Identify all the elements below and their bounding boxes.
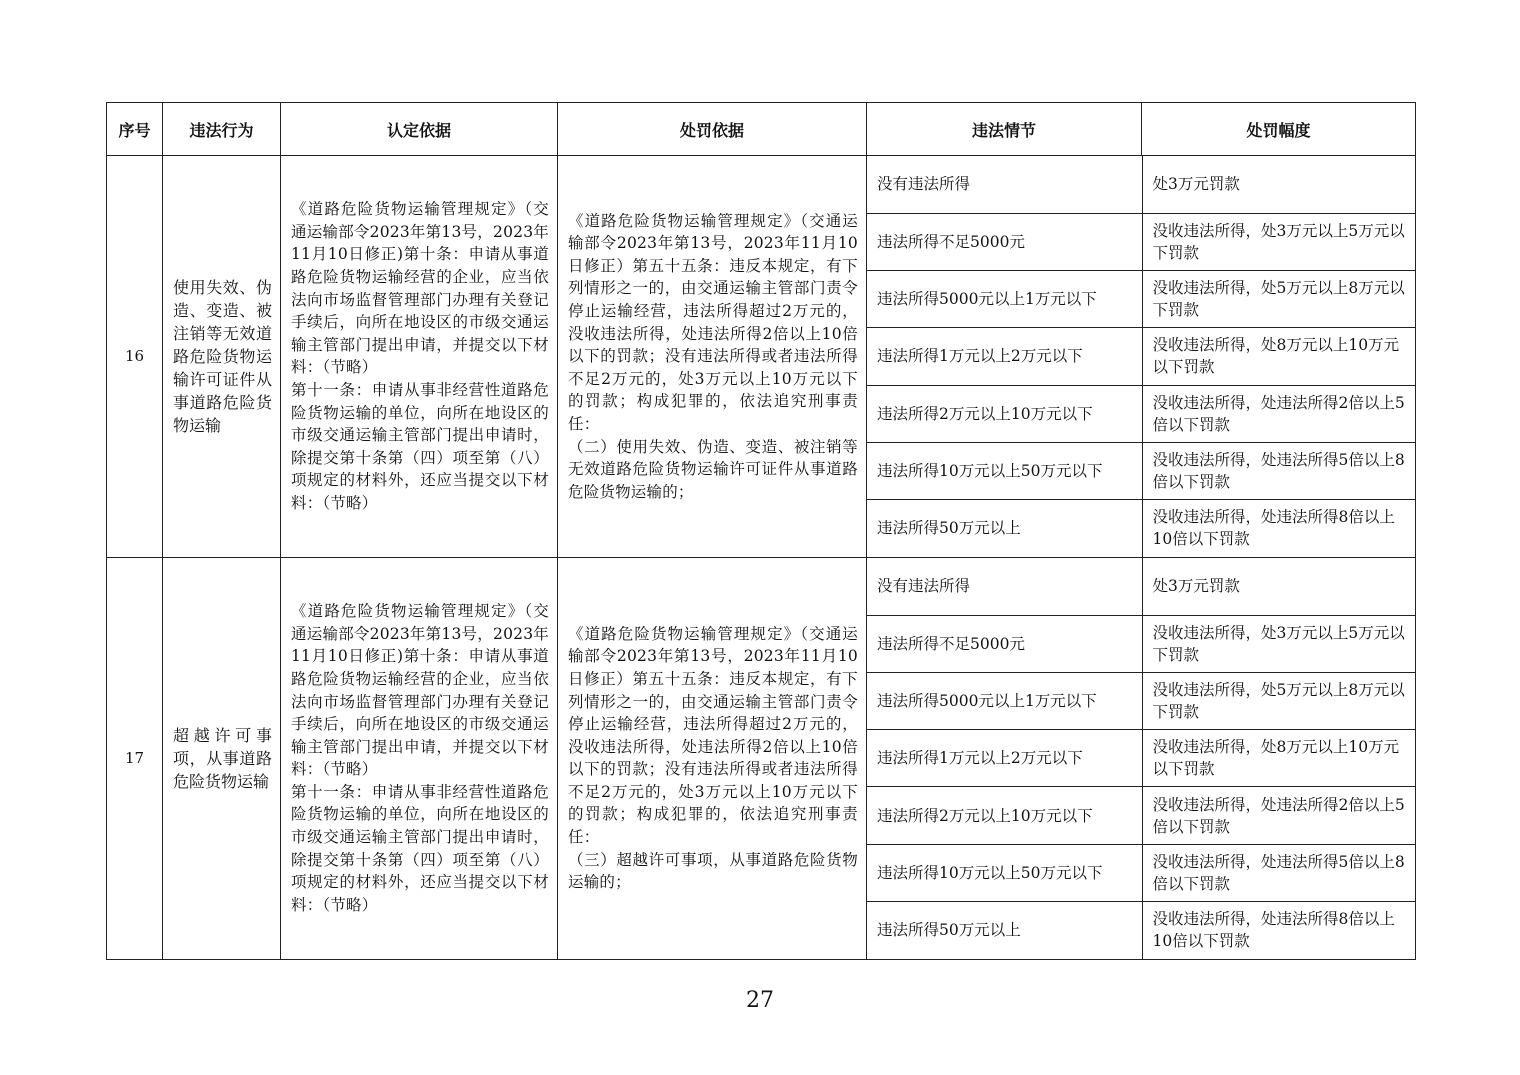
- circumstance-row: [867, 558, 1416, 615]
- circumstance-row: [867, 156, 1416, 213]
- row-recognition: [281, 156, 558, 558]
- circumstance-range: 没收违法所得，处8万元以上10万元以下罚款: [1142, 730, 1416, 787]
- circumstance-range: 没收违法所得，处8万元以上10万元以下罚款: [1142, 328, 1416, 385]
- page-number: 27: [746, 988, 774, 1013]
- circumstance-row: [867, 500, 1416, 557]
- circumstance-range: 处3万元罚款: [1142, 558, 1416, 615]
- circumstance-situation: 违法所得10万元以上50万元以下: [867, 844, 1142, 901]
- circumstance-situation: 违法所得2万元以上10万元以下: [867, 385, 1142, 442]
- circumstance-row: [867, 615, 1416, 672]
- circumstance-row: [867, 328, 1416, 385]
- header-act: 违法行为: [163, 103, 281, 156]
- row-act-text: 使用失效、伪造、变造、被注销等无效道路危险货物运输许可证件从事道路危险货物运输: [173, 277, 272, 435]
- circumstance-row: [867, 787, 1416, 844]
- header-penalty-basis: 处罚依据: [558, 103, 867, 156]
- header-recognition: 认定依据: [281, 103, 558, 156]
- circumstance-situation: 违法所得1万元以上2万元以下: [867, 328, 1142, 385]
- row-penalty-basis-text: 《道路危险货物运输管理规定》（交通运输部令2023年第13号，2023年11月10日修正）第五十五条：违反本规定，有下列情形之一的，由交通运输主管部门责令停止运输经营，违法所得超过2万元的，没收违法所得，处违法所得2倍以上10倍以下的罚款；没有违法所得或者违法所得不足2万元的，处3万元以上10万元以下的罚款；构成犯罪的，依法追究刑事责任： （二）使用失效、伪造、变造、被注销等无效道路危险货物运输许可证件从事道路危险货物运输的；: [568, 211, 858, 501]
- header-penalty-range: 处罚幅度: [1142, 103, 1416, 156]
- circumstance-situation: 违法所得5000元以上1万元以下: [867, 271, 1142, 328]
- row-seq: 17: [107, 557, 163, 959]
- circumstance-situation: 违法所得1万元以上2万元以下: [867, 730, 1142, 787]
- row-act: [163, 156, 281, 558]
- circumstance-row: [867, 901, 1416, 958]
- circumstance-situation: 没有违法所得: [867, 558, 1142, 615]
- circumstance-range: 没收违法所得，处3万元以上5万元以下罚款: [1142, 615, 1416, 672]
- row-recognition: [281, 557, 558, 959]
- row-penalty-basis: [558, 557, 867, 959]
- row-circumstances: [867, 557, 1416, 959]
- row-circumstances: [867, 156, 1416, 558]
- row-recognition-text: 《道路危险货物运输管理规定》（交通运输部令2023年第13号，2023年11月10日修正)第十条：申请从事道路危险货物运输经营的企业，应当依法向市场监督管理部门办理有关登记手续后，向所在地设区的市级交通运输主管部门提出申请，并提交以下材料：（节略） 第十一条：申请从事非经营性道路危险货物运输的单位，向所在地设区的市级交通运输主管部门提出申请时，除提交第十条第（四）项至第（八）项规定的材料外，还应当提交以下材料：（节略）: [291, 602, 549, 914]
- circumstance-situation: 违法所得50万元以上: [867, 500, 1142, 557]
- circumstance-row: [867, 672, 1416, 729]
- circumstance-situation: 违法所得不足5000元: [867, 213, 1142, 270]
- circumstance-range: 没收违法所得，处5万元以上8万元以下罚款: [1142, 672, 1416, 729]
- circumstance-range: 处3万元罚款: [1142, 156, 1416, 213]
- circumstance-row: [867, 442, 1416, 499]
- table-row: [107, 156, 1416, 558]
- header-circumstances: 违法情节: [867, 103, 1142, 156]
- circumstance-situation: 违法所得10万元以上50万元以下: [867, 442, 1142, 499]
- circumstance-situation: 违法所得不足5000元: [867, 615, 1142, 672]
- circumstance-row: [867, 271, 1416, 328]
- circumstance-range: 没收违法所得，处违法所得5倍以上8倍以下罚款: [1142, 442, 1416, 499]
- circumstance-range: 没收违法所得，处违法所得5倍以上8倍以下罚款: [1142, 844, 1416, 901]
- row-recognition-text: 《道路危险货物运输管理规定》（交通运输部令2023年第13号，2023年11月10日修正)第十条：申请从事道路危险货物运输经营的企业，应当依法向市场监督管理部门办理有关登记手续后，向所在地设区的市级交通运输主管部门提出申请，并提交以下材料：（节略） 第十一条：申请从事非经营性道路危险货物运输的单位，向所在地设区的市级交通运输主管部门提出申请时，除提交第十条第（四）项至第（八）项规定的材料外，还应当提交以下材料：（节略）: [291, 200, 549, 512]
- circumstance-situation: 违法所得2万元以上10万元以下: [867, 787, 1142, 844]
- circumstance-range: 没收违法所得，处违法所得8倍以上10倍以下罚款: [1152, 910, 1395, 951]
- circumstance-situation: 违法所得5000元以上1万元以下: [867, 672, 1142, 729]
- circumstance-row: [867, 213, 1416, 270]
- circumstance-range: 没收违法所得，处5万元以上8万元以下罚款: [1142, 271, 1416, 328]
- circumstance-row: [867, 730, 1416, 787]
- row-seq: 16: [107, 156, 163, 558]
- circumstance-situation: 违法所得50万元以上: [867, 901, 1142, 958]
- circumstance-range: 没收违法所得，处违法所得2倍以上5倍以下罚款: [1142, 385, 1416, 442]
- header-seq: 序号: [107, 103, 163, 156]
- circumstance-range: 没收违法所得，处3万元以上5万元以下罚款: [1142, 213, 1416, 270]
- table-row: [107, 557, 1416, 959]
- circumstance-table: [867, 156, 1416, 557]
- row-act-text: 超越许可事项，从事道路危险货物运输: [173, 725, 272, 791]
- circumstance-range: 没收违法所得，处违法所得8倍以上10倍以下罚款: [1152, 508, 1395, 549]
- table-header-row: [107, 103, 1416, 156]
- circumstance-row: [867, 844, 1416, 901]
- penalty-table: [106, 102, 1416, 960]
- row-penalty-basis: [558, 156, 867, 558]
- row-penalty-basis-text: 《道路危险货物运输管理规定》（交通运输部令2023年第13号，2023年11月10日修正）第五十五条：违反本规定，有下列情形之一的，由交通运输主管部门责令停止运输经营，违法所得超过2万元的，没收违法所得，处违法所得2倍以上10倍以下的罚款；没有违法所得或者违法所得不足2万元的，处3万元以上10万元以下的罚款；构成犯罪的，依法追究刑事责任： （三）超越许可事项，从事道路危险货物运输的；: [568, 624, 858, 892]
- circumstance-situation: 没有违法所得: [867, 156, 1142, 213]
- row-act: [163, 557, 281, 959]
- circumstance-table: [867, 558, 1416, 959]
- circumstance-range: 没收违法所得，处违法所得2倍以上5倍以下罚款: [1142, 787, 1416, 844]
- circumstance-row: [867, 385, 1416, 442]
